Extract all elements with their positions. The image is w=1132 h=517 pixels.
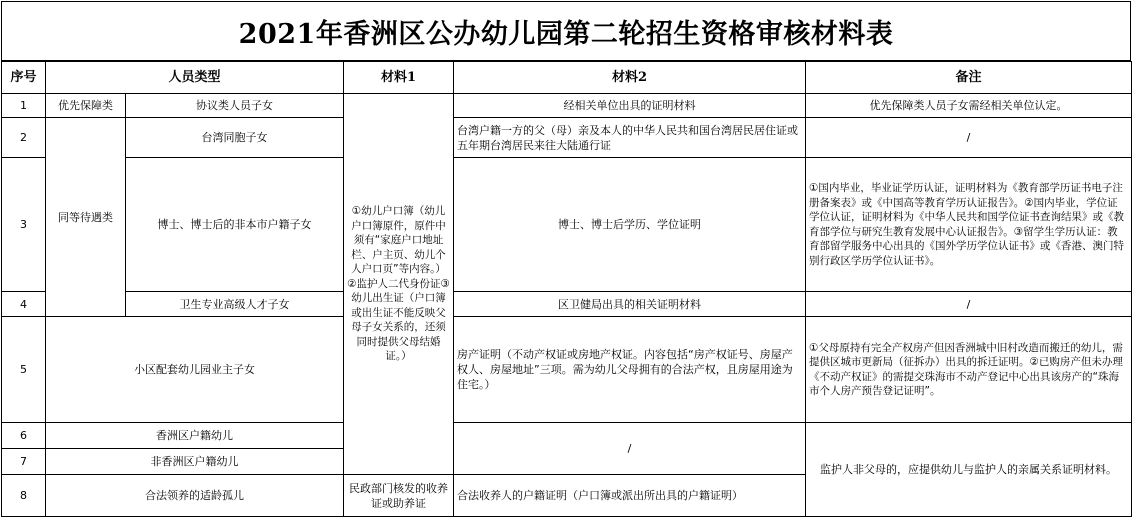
header-row [2, 62, 1132, 94]
header-person-type: 人员类型 [46, 62, 344, 94]
row-seq: 3 [2, 158, 46, 292]
page-title: 2021年香洲区公办幼儿园第二轮招生资格审核材料表 [1, 1, 1131, 61]
row-material2: 博士、博士后学历、学位证明 [454, 158, 806, 292]
row-subtype: 合法领养的适龄孤儿 [46, 475, 344, 517]
header-material1: 材料1 [344, 62, 454, 94]
row-material2: 台湾户籍一方的父（母）亲及本人的中华人民共和国台湾居民居住证或五年期台湾居民来往大陆通行证 [454, 118, 806, 158]
row-seq: 1 [2, 94, 46, 118]
row-subtype: 香洲区户籍幼儿 [46, 423, 344, 449]
row-subtype: 卫生专业高级人才子女 [126, 292, 344, 317]
row-material1: 民政部门核发的收养证或助养证 [344, 475, 454, 517]
row-subtype: 非香洲区户籍幼儿 [46, 449, 344, 475]
material2-merged-cell: / [454, 423, 806, 475]
row-seq: 7 [2, 449, 46, 475]
row-remarks: / [806, 118, 1132, 158]
table-row [2, 94, 1132, 118]
row-seq: 5 [2, 317, 46, 423]
row-remarks: / [806, 292, 1132, 317]
materials-table [1, 61, 1132, 517]
remarks-merged-cell: 监护人非父母的，应提供幼儿与监护人的亲属关系证明材料。 [806, 423, 1132, 517]
row-material2: 合法收养人的户籍证明（户口簿或派出所出具的户籍证明） [454, 475, 806, 517]
row-seq: 2 [2, 118, 46, 158]
row-subtype: 台湾同胞子女 [126, 118, 344, 158]
table-row [2, 423, 1132, 449]
row-remarks: ①国内毕业，毕业证学历认证，证明材料为《教育部学历证书电子注册备案表》或《中国高等教育学历认证报告》。②国内毕业，学位证学位认证，证明材料为《中华人民共和国学位证书查询结果》或《教育部学位与研究生教育发展中心认证报告》。③留学生学历认证：教育部留学服务中心出具的《国外学历学位认证书》或《香港、澳门特别行政区学历学位认证书》。 [806, 158, 1132, 292]
row-seq: 6 [2, 423, 46, 449]
row-subtype: 小区配套幼儿园业主子女 [46, 317, 344, 423]
row-subtype: 协议类人员子女 [126, 94, 344, 118]
table-row [2, 317, 1132, 423]
row-category: 优先保障类 [46, 94, 126, 118]
row-seq: 4 [2, 292, 46, 317]
row-material2: 房产证明（不动产权证或房地产权证。内容包括“房产权证号、房屋产权人、房屋地址”三项。需为幼儿父母拥有的合法产权，且房屋用途为住宅。） [454, 317, 806, 423]
row-subtype: 博士、博士后的非本市户籍子女 [126, 158, 344, 292]
table-row [2, 292, 1132, 317]
table-row [2, 158, 1132, 292]
row-remarks: ①父母原持有完全产权房产但因香洲城中旧村改造而搬迁的幼儿，需提供区城市更新局（征拆办）出具的拆迁证明。②已购房产但未办理《不动产权证》的需提交珠海市不动产登记中心出具该房产的“珠海市个人房产预告登记证明”。 [806, 317, 1132, 423]
group-category: 同等待遇类 [46, 118, 126, 317]
header-remarks: 备注 [806, 62, 1132, 94]
material1-merged-cell: ①幼儿户口簿（幼儿户口簿原件，原件中须有“家庭户口地址栏、户主页、幼儿个人户口页”等内容。）②监护人二代身份证③幼儿出生证（户口簿或出生证不能反映父母子女关系的，还须同时提供父母结婚证。） [344, 94, 454, 475]
header-seq: 序号 [2, 62, 46, 94]
table-row [2, 118, 1132, 158]
row-material2: 区卫健局出具的相关证明材料 [454, 292, 806, 317]
row-remarks: 优先保障类人员子女需经相关单位认定。 [806, 94, 1132, 118]
header-material2: 材料2 [454, 62, 806, 94]
row-material2: 经相关单位出具的证明材料 [454, 94, 806, 118]
row-seq: 8 [2, 475, 46, 517]
